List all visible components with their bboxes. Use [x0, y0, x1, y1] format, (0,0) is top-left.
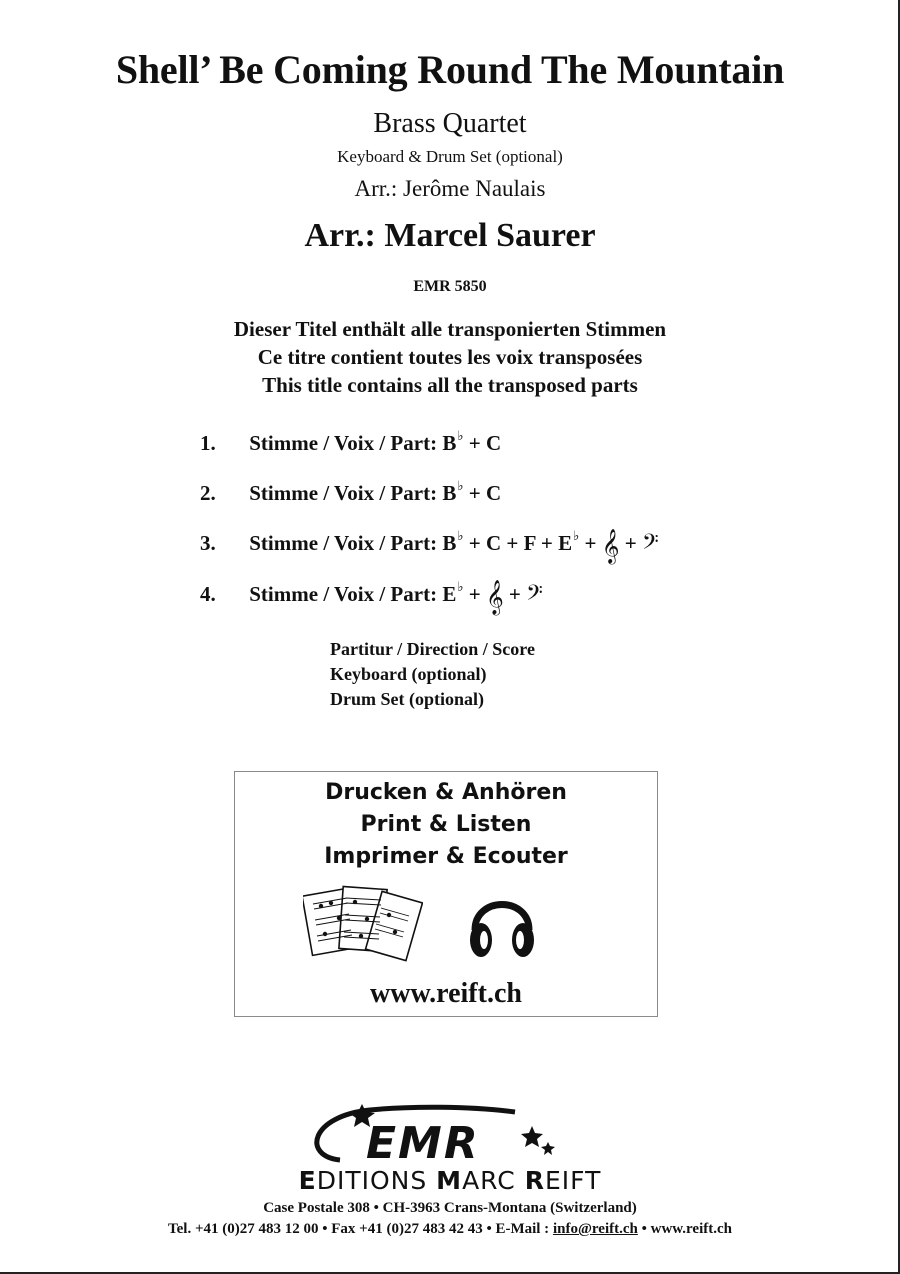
extra-drum-set: Drum Set (optional) — [330, 689, 484, 709]
part-key: E — [442, 582, 457, 606]
plus-sign: + — [468, 582, 481, 606]
promo-line-english: Print & Listen — [360, 812, 532, 837]
part-row — [200, 579, 543, 615]
plus-sign: + — [468, 531, 481, 555]
publisher-address: Case Postale 308 • CH-3963 Crans-Montana (Switzerland) — [263, 1200, 637, 1216]
plus-sign: + — [540, 531, 553, 555]
flat-sign: ♭ — [457, 478, 464, 493]
contact-website: • www.reift.ch — [637, 1221, 732, 1237]
part-number: 4. — [200, 582, 216, 606]
arranger-line-1: Arr.: Jerôme Naulais — [354, 176, 546, 201]
instrumentation-note: Keyboard & Drum Set (optional) — [337, 147, 563, 166]
plus-sign: + — [624, 531, 637, 555]
plus-sign: + — [506, 531, 519, 555]
publisher-initial: R — [524, 1166, 545, 1195]
publisher-word: EIFT — [544, 1166, 602, 1195]
part-key: B — [442, 431, 457, 455]
publisher-initial: E — [298, 1166, 317, 1195]
catalog-number: EMR 5850 — [413, 278, 487, 295]
publisher-name — [0, 1166, 900, 1195]
publisher-word: DITIONS — [316, 1166, 437, 1195]
promo-line-german: Drucken & Anhören — [325, 780, 567, 805]
treble-clef-icon: 𝄞 — [485, 580, 504, 615]
plus-sign: + — [468, 431, 481, 455]
part-key: C — [485, 531, 502, 555]
part-key: B — [442, 481, 457, 505]
part-label: Stimme / Voix / Part: — [249, 531, 438, 555]
part-row — [200, 430, 501, 460]
part-key: E — [558, 531, 573, 555]
part-number: 3. — [200, 531, 216, 555]
publisher-word: ARC — [462, 1166, 525, 1195]
flat-sign: ♭ — [457, 579, 464, 594]
headphones-icon — [467, 886, 537, 962]
treble-clef-icon: 𝄞 — [601, 529, 620, 564]
flat-sign: ♭ — [457, 528, 464, 543]
print-listen-box — [234, 771, 658, 1017]
contact-phone-fax: Tel. +41 (0)27 483 12 00 • Fax +41 (0)27 483 42 43 • E-Mail : — [168, 1221, 553, 1237]
bass-clef-icon: 𝄢 — [526, 581, 543, 611]
part-key: C — [485, 481, 502, 505]
arranger-line-2: Arr.: Marcel Saurer — [304, 217, 596, 254]
flat-sign: ♭ — [457, 428, 464, 443]
sheet-music-icon — [303, 882, 423, 964]
part-number: 2. — [200, 481, 216, 505]
promo-website-link[interactable]: www.reift.ch — [370, 978, 522, 1009]
part-key: F — [523, 531, 536, 555]
plus-sign: + — [468, 481, 481, 505]
plus-sign: + — [584, 531, 597, 555]
part-row — [200, 528, 659, 564]
emr-logo — [300, 1104, 600, 1168]
emr-logo-text: EMR — [366, 1118, 480, 1168]
publisher-initial: M — [436, 1166, 463, 1195]
plus-sign: + — [508, 582, 521, 606]
publisher-contact — [0, 1221, 900, 1238]
subtitle: Brass Quartet — [373, 108, 527, 139]
part-label: Stimme / Voix / Part: — [249, 582, 438, 606]
flat-sign: ♭ — [573, 528, 580, 543]
part-key: B — [442, 531, 457, 555]
notice-french: Ce titre contient toutes les voix transposées — [257, 345, 643, 369]
part-label: Stimme / Voix / Part: — [249, 481, 438, 505]
part-label: Stimme / Voix / Part: — [249, 431, 438, 455]
promo-line-french: Imprimer & Ecouter — [324, 844, 568, 869]
part-row — [200, 480, 501, 510]
notice-german: Dieser Titel enthält alle transponierten Stimmen — [233, 317, 667, 341]
extra-score: Partitur / Direction / Score — [330, 639, 535, 659]
bass-clef-icon: 𝄢 — [641, 530, 659, 560]
part-number: 1. — [200, 431, 216, 455]
part-key: C — [485, 431, 502, 455]
extra-keyboard: Keyboard (optional) — [330, 664, 487, 684]
page-title: Shell’ Be Coming Round The Mountain — [115, 47, 785, 92]
email-link[interactable]: info@reift.ch — [552, 1221, 638, 1237]
notice-english: This title contains all the transposed parts — [262, 373, 638, 397]
